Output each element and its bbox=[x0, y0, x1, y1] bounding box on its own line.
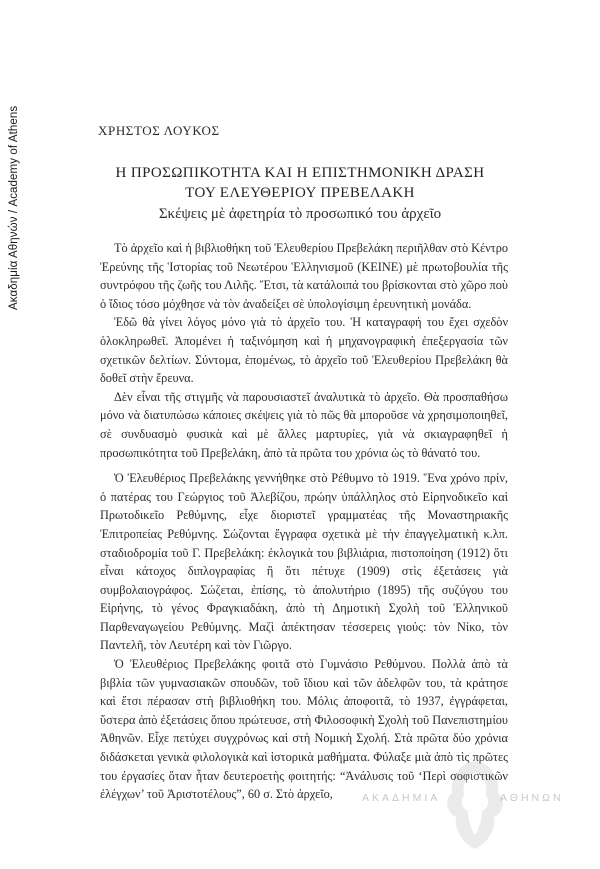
paragraph-1: Τὸ ἀρχεῖο καὶ ἡ βιβλιοθήκη τοῦ Ἐλευθερίου Πρεβελάκη περιῆλθαν στὸ Κέντρο Ἐρεύνης τῆς Ἱστορίας τοῦ Νεωτέρου Ἑλληνισμοῦ (ΚΕΙΝΕ) μὲ πρωτοβουλία τῆς συντρόφου τῆς ζωῆς του Λιλῆς. Ἔτσι, τὰ κατάλοιπά του βρίσκονται στὸ χῶρο ποὺ ὁ ἴδιος τόσο μόχθησε νὰ τὸν ἀναδείξει σὲ ὑπολογίσιμη ἐρευνητικὴ μονάδα. bbox=[100, 241, 508, 311]
watermark-text-left: ΑΚΑΔΗΜΙΑ bbox=[362, 792, 441, 804]
academy-seal-watermark bbox=[430, 755, 520, 855]
article-subtitle: Σκέψεις μὲ ἀφετηρία τὸ προσωπικό του ἀρχεῖο bbox=[158, 206, 442, 222]
article-title-line-1: Η ΠΡΟΣΩΠΙΚΟΤΗΤΑ ΚΑΙ Η ΕΠΙΣΤΗΜΟΝΙΚΗ ΔΡΑΣΗ bbox=[115, 165, 485, 181]
article-body bbox=[100, 239, 508, 804]
paragraph-5: Ὁ Ἐλευθέριος Πρεβελάκης φοιτᾶ στὸ Γυμνάσιο Ρεθύμνου. Πολλὰ ἀπὸ τὰ βιβλία τῶν γυμνασιακῶν σπουδῶν, τοῦ ἴδιου καὶ τῶν ἀδελφῶν του, τὰ κράτησε καὶ ἔτσι πέρασαν στὴ βιβλιοθήκη του. Μόλις ἀποφοιτᾶ, τὸ 1937, ἐγγράφεται, ὕστερα ἀπὸ ἐξετάσεις ὅπου πρώτευσε, στὴ Φιλοσοφικὴ Σχολὴ τοῦ Πανεπιστημίου Ἀθηνῶν. Εἶχε πετύχει συγχρόνως καὶ στὴ Νομικὴ Σχολή. Στὰ πρῶτα δύο χρόνια διδάσκεται γενικὰ φιλολογικὰ καὶ ἱστορικὰ μαθήματα. Φύλαξε μιὰ ἀπὸ τὶς πρῶτες του ἐργασίες ὅταν ἦταν δευτεροετὴς φοιτητής: “Ἀνάλυσις τοῦ ‘Περὶ σοφιστικῶν ἐλέγχων’ τοῦ Ἀριστοτέλους”, 60 σ. Στὸ ἀρχεῖο, bbox=[100, 657, 508, 802]
vertical-side-note bbox=[8, 40, 24, 320]
side-note-text: Ακαδημία Αθηνών / Academy of Athens bbox=[8, 105, 20, 310]
paragraph-4: Ὁ Ἐλευθέριος Πρεβελάκης γεννήθηκε στὸ Ρέθυμνο τὸ 1919. Ἕνα χρόνο πρίν, ὁ πατέρας του Γεώργιος τοῦ Ἀλεβίζου, πρώην ὑπάλληλος στὸ Εἰρηνοδικεῖο καὶ Πρωτοδικεῖο Ρεθύμνης, εἶχε διοριστεῖ γραμματέας τῆς Μοναστηριακῆς Ἐπιτροπείας Ρεθύμνης. Σώζονται ἔγγραφα σχετικὰ μὲ τὴν ἐπαγγελματικὴ κ.λπ. σταδιοδρομία τοῦ Γ. Πρεβελάκη: ἐκλογικὰ του βιβλιάρια, πιστοποίηση (1912) ὅτι εἶναι κάτοχος διπλογραφίας ἢ ὅτι πέτυχε (1909) στὶς ἐξετάσεις γιὰ συμβολαιογράφος. Σώζεται, ἐπίσης, τὸ ἀπολυτήριο (1895) τῆς συζύγου του Εἰρήνης, τὸ γένος Φραγκιαδάκη, ἀπὸ τὴ Δημοτικὴ Σχολὴ τοῦ Ἑλληνικοῦ Παρθεναγωγείου Ρεθύμνης. Μαζὶ ἀπέκτησαν τέσσερεις γιούς: τὸν Νίκο, τὸν Παντελῆ, τὸν Λευτέρη καὶ τὸν Γιῶργο. bbox=[100, 471, 508, 653]
paragraph-2: Ἐδῶ θὰ γίνει λόγος μόνο γιὰ τὸ ἀρχεῖο του. Ἡ καταγραφή του ἔχει σχεδὸν ὁλοκληρωθεῖ. Ἀπομένει ἡ ταξινόμηση καὶ ἡ μηχανογραφικὴ ἐπεξεργασία τῶν σχετικῶν δελτίων. Σύντομα, ἑπομένως, τὸ ἀρχεῖο τοῦ Ἐλευθερίου Πρεβελάκη θὰ δοθεῖ στὴν ἔρευνα. bbox=[100, 315, 508, 386]
watermark-text-right: ΑΘΗΝΩΝ bbox=[500, 792, 564, 804]
article-title-line-2: ΤΟΥ ΕΛΕΥΘΕΡΙΟΥ ΠΡΕΒΕΛΑΚΗ bbox=[185, 185, 415, 201]
paragraph-3: Δὲν εἶναι τῆς στιγμῆς νὰ παρουσιαστεῖ ἀναλυτικὰ τὸ ἀρχεῖο. Θὰ προσπαθήσω μόνο νὰ διατυπώσω κάποιες σκέψεις γιὰ τὸ πῶς θὰ μποροῦσε νὰ χρησιμοποιηθεῖ, σὲ συνδυασμὸ φυσικὰ καὶ μὲ ἄλλες μαρτυρίες, γιὰ νὰ σκιαγραφηθεῖ ἡ προσωπικότητα τοῦ Πρεβελάκη, ἀπὸ τὰ πρῶτα του χρόνια ὡς τὸ θάνατό του. bbox=[100, 389, 508, 460]
author-name: ΧΡΗΣΤΟΣ ΛΟΥΚΟΣ bbox=[98, 123, 220, 138]
